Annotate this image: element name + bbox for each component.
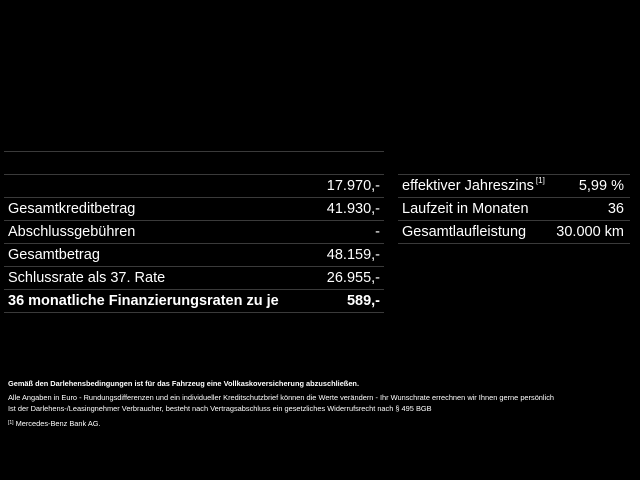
- row-value: 41.930,-: [326, 201, 380, 217]
- table-row: [398, 175, 630, 198]
- financing-table: [4, 174, 384, 313]
- footnote: [8, 418, 628, 429]
- withdrawal-right-line: Ist der Darlehens-/Leasingnehmer Verbraucher, besteht nach Vertragsabschluss ein gesetzliches Widerrufsrecht nach § 495 BGB: [8, 404, 432, 413]
- table-row: [398, 198, 630, 221]
- row-value: 30.000 km: [556, 224, 624, 240]
- table-row: [4, 175, 384, 198]
- row-value: 5,99 %: [578, 178, 624, 194]
- footnote-text: Mercedes-Benz Bank AG.: [15, 419, 101, 428]
- row-label: Gesamtbetrag: [8, 247, 100, 263]
- row-label: Laufzeit in Monaten: [402, 201, 529, 217]
- apr-label: effektiver Jahreszins: [402, 178, 534, 194]
- table-row: [4, 198, 384, 221]
- row-label: Schlussrate als 37. Rate: [8, 270, 166, 286]
- row-label: Abschlussgebühren: [8, 224, 136, 240]
- footnote-marker: [1]: [8, 420, 14, 426]
- footnote-reference: [1]: [535, 176, 545, 185]
- row-value: 26.955,-: [326, 270, 380, 286]
- legal-notes: [8, 378, 628, 429]
- row-value: 589,-: [346, 293, 380, 309]
- table-row: [398, 221, 630, 244]
- row-value: 48.159,-: [326, 247, 380, 263]
- row-value: 17.970,-: [326, 178, 380, 194]
- insurance-note: Gemäß den Darlehensbedingungen ist für das Fahrzeug eine Vollkaskoversicherung abzuschließen.: [8, 379, 360, 388]
- row-value: 36: [607, 201, 624, 217]
- row-label: Gesamtlaufleistung: [402, 224, 527, 240]
- table-row: [4, 244, 384, 267]
- monthly-rate-row: [4, 290, 384, 313]
- row-label: [398, 175, 545, 197]
- table-row: [4, 267, 384, 290]
- row-value: -: [375, 224, 380, 240]
- top-divider: [4, 151, 384, 152]
- table-row: [4, 221, 384, 244]
- terms-table: [398, 174, 630, 244]
- disclaimer-line: Alle Angaben in Euro - Rundungsdifferenzen und ein individueller Kreditschutzbrief können die Werte verändern - Ihr Wunschrate errechnen wir Ihnen gerne persönlich: [8, 393, 555, 402]
- row-label: Gesamtkreditbetrag: [8, 201, 136, 217]
- row-label: 36 monatliche Finanzierungsraten zu je: [8, 293, 279, 309]
